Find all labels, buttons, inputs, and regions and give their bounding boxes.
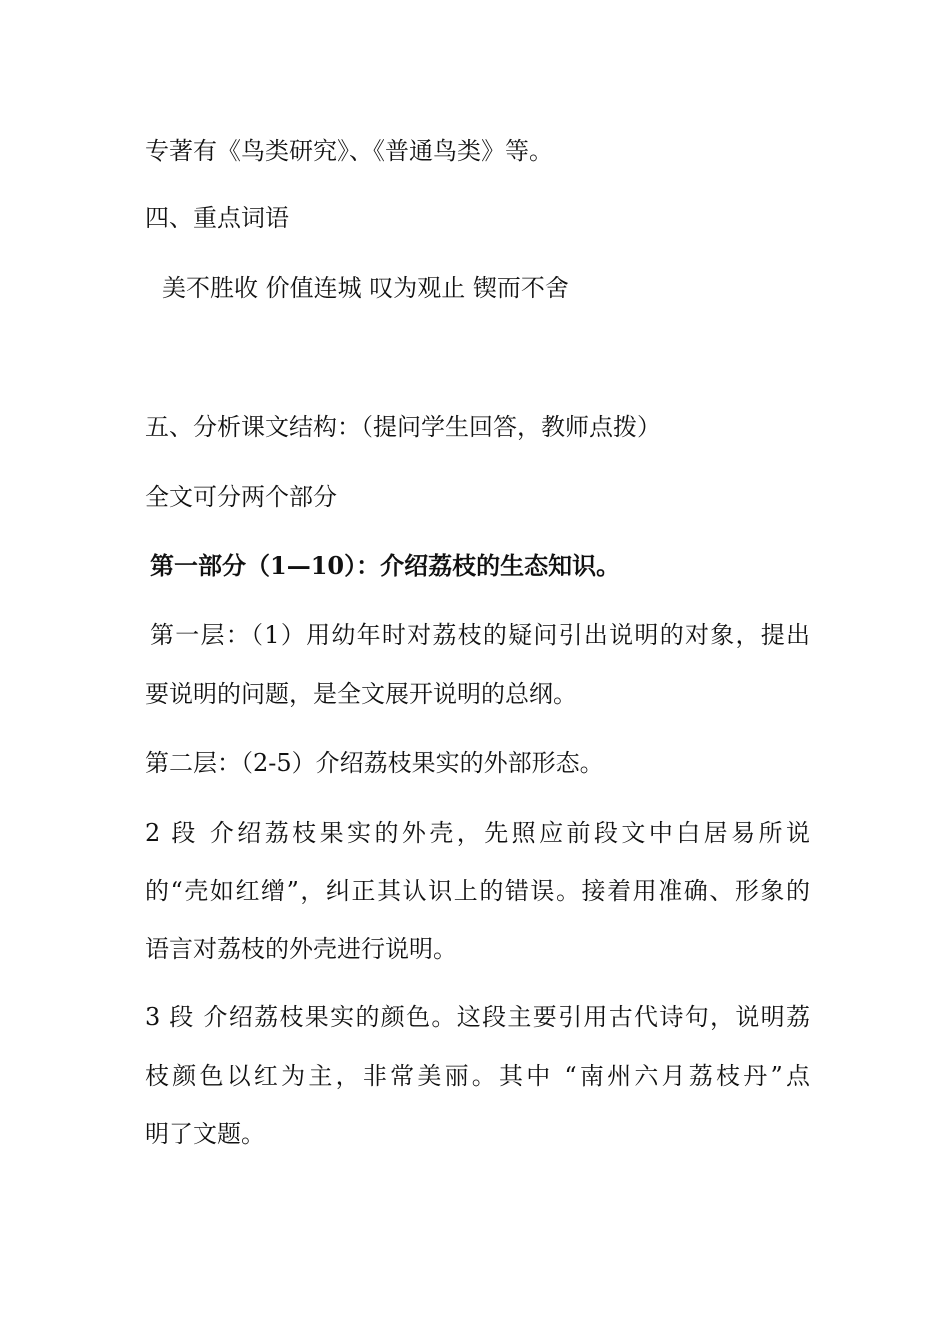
text-line-para2-a: 2 段 介绍荔枝果实的外壳，先照应前段文中白居易所说 — [145, 819, 810, 847]
text-line-para3-a: 3 段 介绍荔枝果实的颜色。这段主要引用古代诗句，说明荔 — [145, 1003, 810, 1031]
text-line-layer-one-b: 要说明的问题，是全文展开说明的总纲。 — [145, 680, 577, 708]
text-line-para3-c: 明了文题。 — [145, 1120, 265, 1148]
text-line-layer-two: 第二层：（2-5）介绍荔枝果实的外部形态。 — [145, 749, 604, 777]
heading-structure-analysis: 五、分析课文结构：（提问学生回答，教师点拨） — [145, 413, 661, 441]
text-line-para2-b: 的“壳如红缯”，纠正其认识上的错误。接着用准确、形象的 — [145, 877, 810, 905]
text-line-author-works: 专著有《鸟类研究》、《普通鸟类》等。 — [145, 137, 553, 165]
text-line-two-parts: 全文可分两个部分 — [145, 483, 337, 511]
heading-part-one: 第一部分（1—10）：介绍荔枝的生态知识。 — [150, 551, 621, 580]
heading-key-words: 四、重点词语 — [145, 204, 289, 232]
text-line-layer-one-a: 第一层：（1）用幼年时对荔枝的疑问引出说明的对象，提出 — [150, 621, 810, 649]
text-line-para3-b: 枝颜色以红为主，非常美丽。其中 “南州六月荔枝丹”点 — [145, 1062, 810, 1090]
key-words-list: 美不胜收 价值连城 叹为观止 锲而不舍 — [162, 274, 569, 302]
text-line-para2-c: 语言对荔枝的外壳进行说明。 — [145, 935, 457, 963]
